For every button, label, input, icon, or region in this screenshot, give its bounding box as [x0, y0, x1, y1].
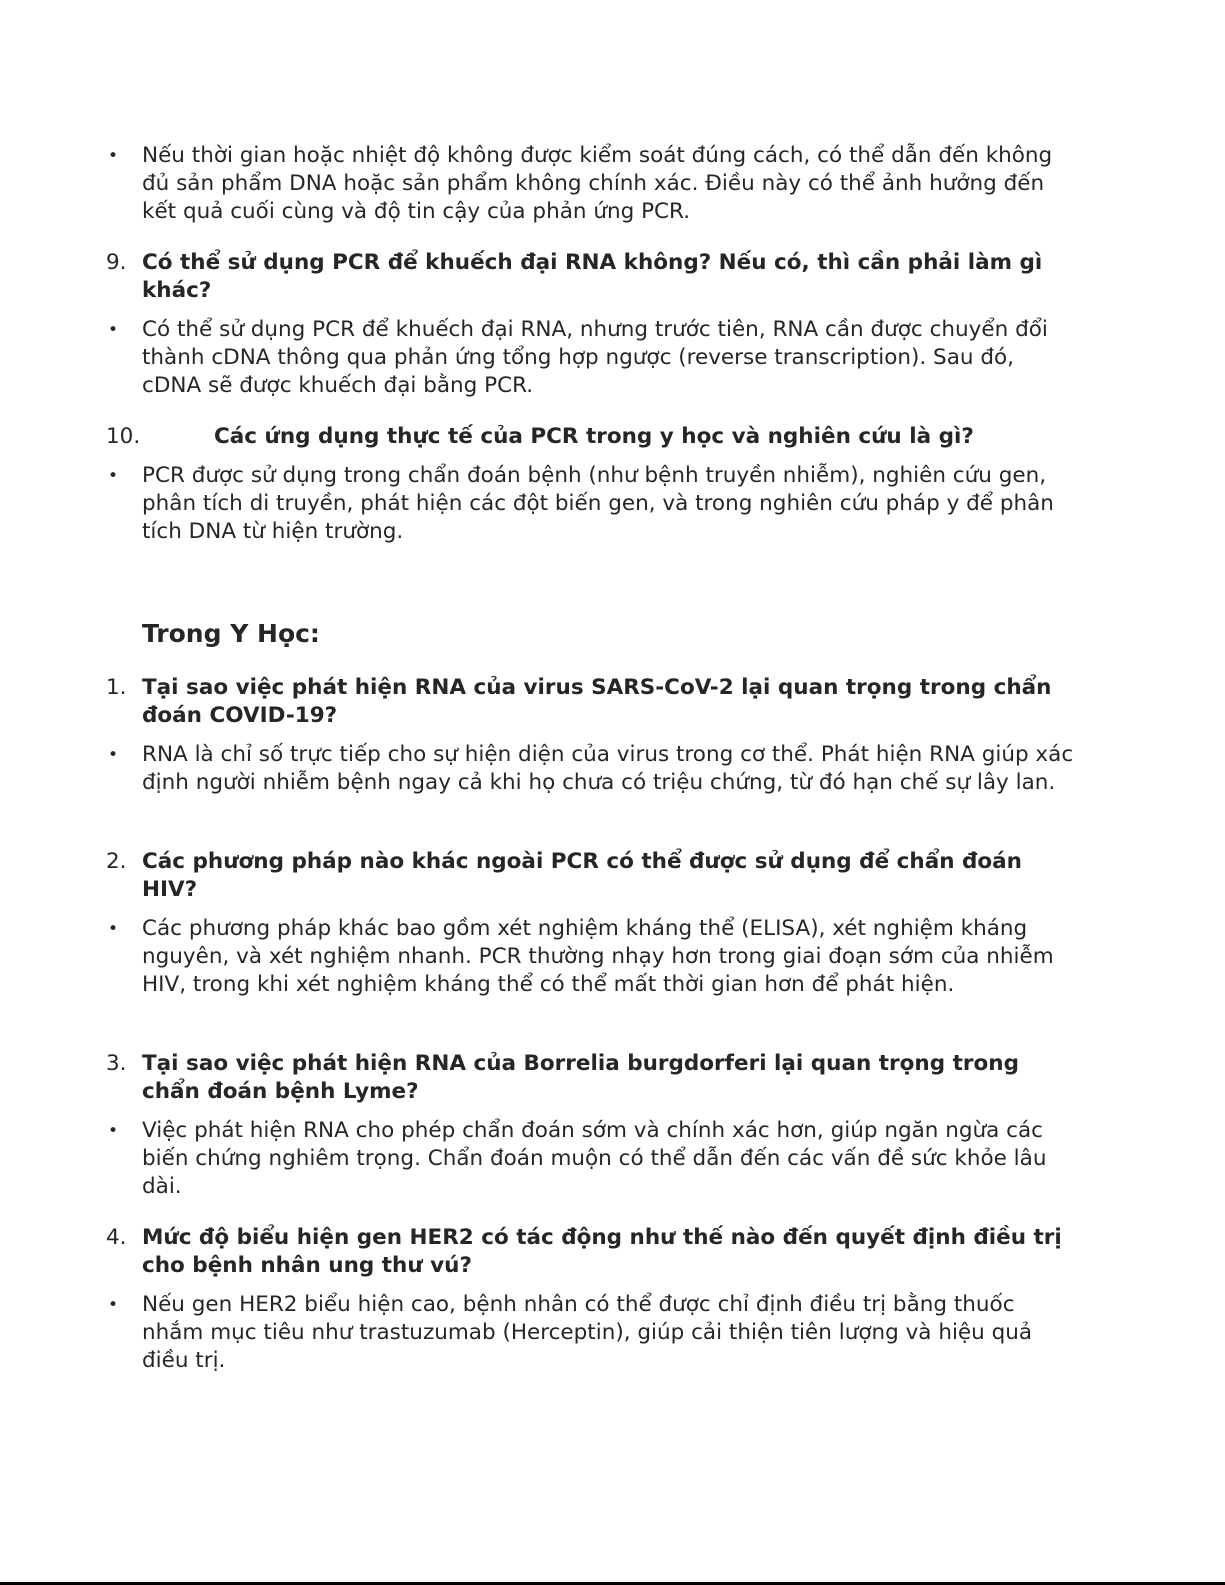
- bullet-marker: •: [108, 1121, 119, 1141]
- question-number: 1.: [106, 675, 127, 700]
- bullet-marker: •: [108, 1295, 119, 1315]
- question-text: Có thể sử dụng PCR để khuếch đại RNA không? Nếu có, thì cần phải làm gì khác?: [142, 250, 1043, 303]
- bullet-marker: •: [108, 466, 119, 486]
- question-text: Các ứng dụng thực tế của PCR trong y học và nghiên cứu là gì?: [214, 424, 974, 449]
- question-block-1: [106, 674, 1076, 730]
- question-block-3: [106, 1050, 1076, 1106]
- question-number: 2.: [106, 849, 127, 874]
- question-block-2: [106, 848, 1076, 904]
- answer-block-4: [106, 1291, 1076, 1375]
- answer-text: Có thể sử dụng PCR để khuếch đại RNA, nhưng trước tiên, RNA cần được chuyển đổi thành cDNA thông qua phản ứng tổng hợp ngược (reverse transcription). Sau đó, cDNA sẽ được khuếch đại bằng PCR.: [142, 317, 1048, 398]
- question-block-10: [106, 423, 1076, 451]
- bullet-marker: •: [108, 320, 119, 340]
- answer-block-8: [106, 142, 1076, 226]
- answer-block-1: [106, 741, 1076, 797]
- answer-block-2: [106, 915, 1076, 999]
- bullet-marker: •: [108, 146, 119, 166]
- answer-text: Việc phát hiện RNA cho phép chẩn đoán sớm và chính xác hơn, giúp ngăn ngừa các biến chứng nghiêm trọng. Chẩn đoán muộn có thể dẫn đến các vấn đề sức khỏe lâu dài.: [142, 1118, 1047, 1199]
- answer-block-3: [106, 1117, 1076, 1201]
- question-text: Mức độ biểu hiện gen HER2 có tác động như thế nào đến quyết định điều trị cho bệnh nhân ung thư vú?: [142, 1225, 1062, 1278]
- section-heading: Trong Y Học:: [142, 619, 320, 648]
- answer-text: Các phương pháp khác bao gồm xét nghiệm kháng thể (ELISA), xét nghiệm kháng nguyên, và xét nghiệm nhanh. PCR thường nhạy hơn trong giai đoạn sớm của nhiễm HIV, trong khi xét nghiệm kháng thể có thể mất thời gian hơn để phát hiện.: [142, 916, 1054, 997]
- question-number: 4.: [106, 1225, 127, 1250]
- question-block-4: [106, 1224, 1076, 1280]
- question-text: Các phương pháp nào khác ngoài PCR có thể được sử dụng để chẩn đoán HIV?: [142, 849, 1022, 902]
- answer-block-10: [106, 462, 1076, 546]
- bullet-marker: •: [108, 919, 119, 939]
- answer-text: Nếu gen HER2 biểu hiện cao, bệnh nhân có thể được chỉ định điều trị bằng thuốc nhắm mục tiêu như trastuzumab (Herceptin), giúp cải thiện tiên lượng và hiệu quả điều trị.: [142, 1292, 1033, 1373]
- answer-text: RNA là chỉ số trực tiếp cho sự hiện diện của virus trong cơ thể. Phát hiện RNA giúp xác định người nhiễm bệnh ngay cả khi họ chưa có triệu chứng, từ đó hạn chế sự lây lan.: [142, 742, 1074, 795]
- question-block-9: [106, 249, 1076, 305]
- question-number: 10.: [106, 424, 141, 449]
- question-text: Tại sao việc phát hiện RNA của Borrelia burgdorferi lại quan trọng trong chẩn đoán bệnh Lyme?: [142, 1051, 1019, 1104]
- question-number: 9.: [106, 250, 127, 275]
- answer-text: PCR được sử dụng trong chẩn đoán bệnh (như bệnh truyền nhiễm), nghiên cứu gen, phân tích di truyền, phát hiện các đột biến gen, và trong nghiên cứu pháp y để phân tích DNA từ hiện trường.: [142, 463, 1054, 544]
- bullet-marker: •: [108, 745, 119, 765]
- answer-text: Nếu thời gian hoặc nhiệt độ không được kiểm soát đúng cách, có thể dẫn đến không đủ sản phẩm DNA hoặc sản phẩm không chính xác. Điều này có thể ảnh hưởng đến kết quả cuối cùng và độ tin cậy của phản ứng PCR.: [142, 143, 1053, 224]
- answer-block-9: [106, 316, 1076, 400]
- question-number: 3.: [106, 1051, 127, 1076]
- question-text: Tại sao việc phát hiện RNA của virus SARS-CoV-2 lại quan trọng trong chẩn đoán COVID-19?: [142, 675, 1052, 728]
